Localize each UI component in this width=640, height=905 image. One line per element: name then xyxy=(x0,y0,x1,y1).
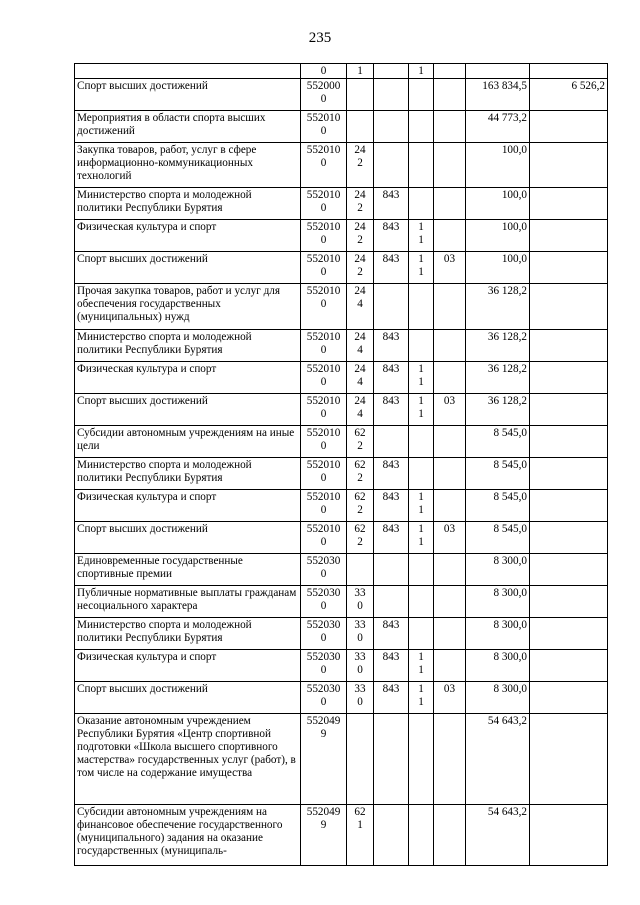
amount-cell: 100,0 xyxy=(466,188,530,220)
expense-type-cell-line: 62 xyxy=(354,491,366,503)
grbs-code-cell: 843 xyxy=(374,394,409,426)
subsection-cell xyxy=(434,143,466,188)
target-article-cell-line: 0 xyxy=(320,65,327,77)
target-article-cell-line: 0 xyxy=(320,472,327,484)
amount-cell: 8 300,0 xyxy=(466,554,530,586)
section-cell-line: 1 xyxy=(418,408,424,420)
target-article-cell xyxy=(301,394,347,426)
target-article-cell xyxy=(301,618,347,650)
target-article-cell-line: 0 xyxy=(320,298,327,310)
item-name-cell: Спорт высших достижений xyxy=(75,394,301,426)
table-row xyxy=(75,586,608,618)
target-article-cell-line: 552010 xyxy=(306,427,341,439)
item-name-cell: Субсидии автономным учреждениям на финансовое обеспечение государственного (муниципального) задания на оказание государственных (муниципаль- xyxy=(75,805,301,866)
target-article-cell xyxy=(301,188,347,220)
amount-cell: 100,0 xyxy=(466,252,530,284)
section-cell xyxy=(409,330,434,362)
expense-type-cell-line: 1 xyxy=(357,65,363,77)
section-cell xyxy=(409,682,434,714)
section-cell xyxy=(409,805,434,866)
target-article-cell xyxy=(301,586,347,618)
target-article-cell-line: 552030 xyxy=(306,683,341,695)
amount-cell: 8 300,0 xyxy=(466,618,530,650)
table-row xyxy=(75,554,608,586)
grbs-code-cell: 843 xyxy=(374,252,409,284)
amount-cell: 100,0 xyxy=(466,143,530,188)
target-article-cell-line: 0 xyxy=(320,696,327,708)
amount-cell: 36 128,2 xyxy=(466,284,530,330)
item-name-cell: Субсидии автономным учреждениям на иные цели xyxy=(75,426,301,458)
expense-type-cell-line: 62 xyxy=(354,523,366,535)
target-article-cell-line: 0 xyxy=(320,440,327,452)
item-name-cell: Физическая культура и спорт xyxy=(75,220,301,252)
item-name-cell: Прочая закупка товаров, работ и услуг для обеспечения государственных (муниципальных) нужд xyxy=(75,284,301,330)
table-row xyxy=(75,362,608,394)
target-article-cell-line: 552000 xyxy=(306,80,341,92)
subsection-cell xyxy=(434,650,466,682)
target-article-cell xyxy=(301,650,347,682)
item-name-cell xyxy=(75,64,301,79)
expense-type-cell-line: 2 xyxy=(357,472,363,484)
amount-secondary-cell xyxy=(530,330,608,362)
target-article-cell-line: 0 xyxy=(320,664,327,676)
table-row xyxy=(75,188,608,220)
expense-type-cell-line: 2 xyxy=(357,266,363,278)
section-cell-line: 1 xyxy=(418,266,424,278)
section-cell xyxy=(409,252,434,284)
section-cell xyxy=(409,394,434,426)
expense-type-cell-line: 33 xyxy=(354,683,366,695)
target-article-cell xyxy=(301,111,347,143)
target-article-cell xyxy=(301,252,347,284)
grbs-code-cell: 843 xyxy=(374,650,409,682)
amount-secondary-cell xyxy=(530,586,608,618)
expense-type-cell-line: 24 xyxy=(354,144,366,156)
expense-type-cell-line: 62 xyxy=(354,459,366,471)
amount-cell: 100,0 xyxy=(466,220,530,252)
expense-type-cell xyxy=(347,394,374,426)
target-article-cell-line: 552010 xyxy=(306,523,341,535)
expense-type-cell-line: 62 xyxy=(354,427,366,439)
expense-type-cell-line: 24 xyxy=(354,363,366,375)
amount-secondary-cell xyxy=(530,64,608,79)
subsection-cell xyxy=(434,284,466,330)
table-row xyxy=(75,618,608,650)
table-row xyxy=(75,330,608,362)
section-cell xyxy=(409,522,434,554)
expense-type-cell-line: 2 xyxy=(357,440,363,452)
expense-type-cell-line: 4 xyxy=(357,298,363,310)
expense-type-cell-line: 24 xyxy=(354,395,366,407)
amount-cell: 8 545,0 xyxy=(466,426,530,458)
target-article-cell xyxy=(301,522,347,554)
expense-type-cell xyxy=(347,522,374,554)
section-cell xyxy=(409,111,434,143)
expense-type-cell xyxy=(347,252,374,284)
section-cell-line: 1 xyxy=(418,664,424,676)
expense-type-cell-line: 0 xyxy=(357,632,363,644)
expense-type-cell-line: 33 xyxy=(354,619,366,631)
amount-cell: 8 545,0 xyxy=(466,458,530,490)
subsection-cell xyxy=(434,64,466,79)
subsection-cell xyxy=(434,805,466,866)
section-cell xyxy=(409,426,434,458)
target-article-cell-line: 552010 xyxy=(306,144,341,156)
target-article-cell-line: 0 xyxy=(320,600,327,612)
grbs-code-cell: 843 xyxy=(374,682,409,714)
table-row xyxy=(75,64,608,79)
amount-secondary-cell xyxy=(530,618,608,650)
item-name-cell: Физическая культура и спорт xyxy=(75,490,301,522)
target-article-cell xyxy=(301,143,347,188)
target-article-cell-line: 552030 xyxy=(306,619,341,631)
expense-type-cell xyxy=(347,79,374,111)
subsection-cell xyxy=(434,714,466,805)
target-article-cell-line: 552010 xyxy=(306,363,341,375)
item-name-cell: Публичные нормативные выплаты гражданам несоциального характера xyxy=(75,586,301,618)
target-article-cell-line: 0 xyxy=(320,157,327,169)
expense-type-cell-line: 2 xyxy=(357,504,363,516)
expense-type-cell xyxy=(347,111,374,143)
target-article-cell xyxy=(301,79,347,111)
expense-type-cell-line: 0 xyxy=(357,664,363,676)
grbs-code-cell: 843 xyxy=(374,188,409,220)
target-article-cell-line: 0 xyxy=(320,568,327,580)
section-cell-line: 1 xyxy=(418,696,424,708)
target-article-cell-line: 0 xyxy=(320,376,327,388)
expense-type-cell-line: 24 xyxy=(354,221,366,233)
section-cell xyxy=(409,714,434,805)
expense-type-cell-line: 24 xyxy=(354,189,366,201)
amount-cell: 8 300,0 xyxy=(466,650,530,682)
subsection-cell xyxy=(434,618,466,650)
amount-secondary-cell xyxy=(530,805,608,866)
section-cell xyxy=(409,220,434,252)
page-number: 235 xyxy=(308,30,332,46)
amount-secondary-cell xyxy=(530,490,608,522)
section-cell xyxy=(409,79,434,111)
section-cell-line: 1 xyxy=(418,234,424,246)
expense-type-cell-line: 4 xyxy=(357,376,363,388)
subsection-cell xyxy=(434,111,466,143)
grbs-code-cell: 843 xyxy=(374,490,409,522)
target-article-cell xyxy=(301,554,347,586)
target-article-cell-line: 0 xyxy=(320,93,327,105)
expense-type-cell xyxy=(347,426,374,458)
item-name-cell: Физическая культура и спорт xyxy=(75,650,301,682)
expense-type-cell xyxy=(347,143,374,188)
section-cell xyxy=(409,554,434,586)
section-cell-line: 1 xyxy=(418,253,424,265)
table-row xyxy=(75,650,608,682)
grbs-code-cell: 843 xyxy=(374,522,409,554)
section-cell-line: 1 xyxy=(418,395,424,407)
expense-type-cell xyxy=(347,188,374,220)
target-article-cell xyxy=(301,284,347,330)
subsection-cell xyxy=(434,490,466,522)
amount-secondary-cell xyxy=(530,394,608,426)
table-row xyxy=(75,426,608,458)
subsection-cell: 03 xyxy=(434,394,466,426)
amount-secondary-cell xyxy=(530,362,608,394)
target-article-cell-line: 552010 xyxy=(306,491,341,503)
target-article-cell xyxy=(301,458,347,490)
subsection-cell xyxy=(434,188,466,220)
expense-type-cell-line: 33 xyxy=(354,651,366,663)
table-row xyxy=(75,143,608,188)
section-cell xyxy=(409,618,434,650)
item-name-cell: Оказание автономным учреждением Республики Бурятия «Центр спортивной подготовки «Школа высшего спортивного мастерства» государственных услуг (работ), в том числе на содержание имущества xyxy=(75,714,301,805)
expense-type-cell xyxy=(347,682,374,714)
target-article-cell xyxy=(301,426,347,458)
expense-type-cell-line: 33 xyxy=(354,587,366,599)
amount-cell: 8 545,0 xyxy=(466,522,530,554)
item-name-cell: Министерство спорта и молодежной политики Республики Бурятия xyxy=(75,458,301,490)
grbs-code-cell xyxy=(374,143,409,188)
grbs-code-cell xyxy=(374,284,409,330)
budget-table xyxy=(74,63,608,866)
expense-type-cell-line: 62 xyxy=(354,806,366,818)
expense-type-cell-line: 24 xyxy=(354,253,366,265)
subsection-cell xyxy=(434,330,466,362)
amount-cell: 8 300,0 xyxy=(466,682,530,714)
grbs-code-cell xyxy=(374,805,409,866)
expense-type-cell-line: 24 xyxy=(354,285,366,297)
target-article-cell-line: 9 xyxy=(320,819,327,831)
amount-cell xyxy=(466,64,530,79)
table-row xyxy=(75,458,608,490)
section-cell xyxy=(409,143,434,188)
expense-type-cell-line: 2 xyxy=(357,536,363,548)
table-body xyxy=(75,64,608,866)
target-article-cell-line: 552010 xyxy=(306,395,341,407)
expense-type-cell xyxy=(347,284,374,330)
subsection-cell: 03 xyxy=(434,682,466,714)
expense-type-cell-line: 0 xyxy=(357,600,363,612)
target-article-cell-line: 0 xyxy=(320,536,327,548)
grbs-code-cell xyxy=(374,554,409,586)
target-article-cell xyxy=(301,714,347,805)
amount-secondary-cell xyxy=(530,143,608,188)
target-article-cell-line: 0 xyxy=(320,632,327,644)
amount-secondary-cell: 6 526,2 xyxy=(530,79,608,111)
item-name-cell: Спорт высших достижений xyxy=(75,522,301,554)
target-article-cell-line: 552010 xyxy=(306,331,341,343)
item-name-cell: Министерство спорта и молодежной политики Республики Бурятия xyxy=(75,188,301,220)
subsection-cell xyxy=(434,554,466,586)
section-cell xyxy=(409,362,434,394)
amount-cell: 8 300,0 xyxy=(466,586,530,618)
grbs-code-cell: 843 xyxy=(374,220,409,252)
target-article-cell xyxy=(301,362,347,394)
item-name-cell: Спорт высших достижений xyxy=(75,252,301,284)
subsection-cell xyxy=(434,220,466,252)
section-cell-line: 1 xyxy=(418,536,424,548)
amount-cell: 36 128,2 xyxy=(466,362,530,394)
amount-secondary-cell xyxy=(530,111,608,143)
amount-secondary-cell xyxy=(530,220,608,252)
expense-type-cell-line: 0 xyxy=(357,696,363,708)
section-cell xyxy=(409,586,434,618)
section-cell xyxy=(409,188,434,220)
expense-type-cell-line: 4 xyxy=(357,344,363,356)
target-article-cell-line: 552049 xyxy=(306,806,341,818)
grbs-code-cell xyxy=(374,111,409,143)
target-article-cell-line: 0 xyxy=(320,344,327,356)
expense-type-cell xyxy=(347,330,374,362)
target-article-cell-line: 552010 xyxy=(306,221,341,233)
section-cell-line: 1 xyxy=(418,221,424,233)
amount-cell: 54 643,2 xyxy=(466,805,530,866)
section-cell-line: 1 xyxy=(418,683,424,695)
amount-secondary-cell xyxy=(530,650,608,682)
grbs-code-cell xyxy=(374,79,409,111)
subsection-cell: 03 xyxy=(434,522,466,554)
expense-type-cell xyxy=(347,586,374,618)
amount-secondary-cell xyxy=(530,458,608,490)
target-article-cell-line: 552049 xyxy=(306,715,341,727)
expense-type-cell xyxy=(347,362,374,394)
target-article-cell xyxy=(301,220,347,252)
expense-type-cell xyxy=(347,618,374,650)
table-row xyxy=(75,220,608,252)
section-cell-line: 1 xyxy=(418,65,424,77)
target-article-cell-line: 552010 xyxy=(306,459,341,471)
grbs-code-cell xyxy=(374,64,409,79)
grbs-code-cell xyxy=(374,714,409,805)
table-row xyxy=(75,111,608,143)
amount-secondary-cell xyxy=(530,188,608,220)
amount-cell: 8 545,0 xyxy=(466,490,530,522)
grbs-code-cell: 843 xyxy=(374,458,409,490)
target-article-cell-line: 552010 xyxy=(306,285,341,297)
section-cell xyxy=(409,284,434,330)
expense-type-cell xyxy=(347,64,374,79)
section-cell-line: 1 xyxy=(418,523,424,535)
target-article-cell-line: 9 xyxy=(320,728,327,740)
amount-cell: 163 834,5 xyxy=(466,79,530,111)
section-cell xyxy=(409,458,434,490)
expense-type-cell-line: 24 xyxy=(354,331,366,343)
target-article-cell xyxy=(301,805,347,866)
item-name-cell: Единовременные государственные спортивные премии xyxy=(75,554,301,586)
table-row xyxy=(75,490,608,522)
subsection-cell xyxy=(434,362,466,394)
expense-type-cell xyxy=(347,220,374,252)
table-row xyxy=(75,522,608,554)
amount-secondary-cell xyxy=(530,522,608,554)
subsection-cell: 03 xyxy=(434,252,466,284)
target-article-cell xyxy=(301,64,347,79)
amount-secondary-cell xyxy=(530,426,608,458)
amount-secondary-cell xyxy=(530,284,608,330)
expense-type-cell-line: 1 xyxy=(357,819,363,831)
target-article-cell-line: 0 xyxy=(320,266,327,278)
expense-type-cell-line: 2 xyxy=(357,234,363,246)
item-name-cell: Мероприятия в области спорта высших достижений xyxy=(75,111,301,143)
target-article-cell-line: 0 xyxy=(320,504,327,516)
target-article-cell-line: 552030 xyxy=(306,555,341,567)
expense-type-cell xyxy=(347,554,374,586)
section-cell xyxy=(409,64,434,79)
subsection-cell xyxy=(434,586,466,618)
item-name-cell: Закупка товаров, работ, услуг в сфере информационно-коммуникационных технологий xyxy=(75,143,301,188)
section-cell-line: 1 xyxy=(418,363,424,375)
expense-type-cell xyxy=(347,490,374,522)
subsection-cell xyxy=(434,426,466,458)
expense-type-cell xyxy=(347,650,374,682)
target-article-cell-line: 552010 xyxy=(306,189,341,201)
target-article-cell-line: 552030 xyxy=(306,651,341,663)
amount-cell: 44 773,2 xyxy=(466,111,530,143)
grbs-code-cell xyxy=(374,586,409,618)
expense-type-cell xyxy=(347,714,374,805)
expense-type-cell xyxy=(347,805,374,866)
grbs-code-cell: 843 xyxy=(374,362,409,394)
amount-secondary-cell xyxy=(530,554,608,586)
subsection-cell xyxy=(434,79,466,111)
section-cell-line: 1 xyxy=(418,491,424,503)
table-row xyxy=(75,682,608,714)
amount-cell: 54 643,2 xyxy=(466,714,530,805)
table-row xyxy=(75,714,608,805)
target-article-cell-line: 0 xyxy=(320,234,327,246)
target-article-cell-line: 552010 xyxy=(306,253,341,265)
target-article-cell xyxy=(301,490,347,522)
table-row xyxy=(75,805,608,866)
section-cell-line: 1 xyxy=(418,376,424,388)
amount-secondary-cell xyxy=(530,682,608,714)
grbs-code-cell: 843 xyxy=(374,618,409,650)
target-article-cell-line: 552010 xyxy=(306,112,341,124)
target-article-cell-line: 0 xyxy=(320,125,327,137)
target-article-cell xyxy=(301,682,347,714)
table-row xyxy=(75,284,608,330)
table-row xyxy=(75,252,608,284)
target-article-cell-line: 552030 xyxy=(306,587,341,599)
expense-type-cell-line: 4 xyxy=(357,408,363,420)
target-article-cell-line: 0 xyxy=(320,408,327,420)
table-row xyxy=(75,394,608,426)
target-article-cell-line: 0 xyxy=(320,202,327,214)
section-cell-line: 1 xyxy=(418,504,424,516)
subsection-cell xyxy=(434,458,466,490)
expense-type-cell-line: 2 xyxy=(357,157,363,169)
amount-secondary-cell xyxy=(530,252,608,284)
section-cell xyxy=(409,650,434,682)
item-name-cell: Министерство спорта и молодежной политики Республики Бурятия xyxy=(75,330,301,362)
table-row xyxy=(75,79,608,111)
amount-cell: 36 128,2 xyxy=(466,394,530,426)
amount-cell: 36 128,2 xyxy=(466,330,530,362)
item-name-cell: Спорт высших достижений xyxy=(75,79,301,111)
item-name-cell: Физическая культура и спорт xyxy=(75,362,301,394)
grbs-code-cell: 843 xyxy=(374,330,409,362)
grbs-code-cell xyxy=(374,426,409,458)
amount-secondary-cell xyxy=(530,714,608,805)
section-cell xyxy=(409,490,434,522)
expense-type-cell-line: 2 xyxy=(357,202,363,214)
item-name-cell: Спорт высших достижений xyxy=(75,682,301,714)
item-name-cell: Министерство спорта и молодежной политики Республики Бурятия xyxy=(75,618,301,650)
expense-type-cell xyxy=(347,458,374,490)
section-cell-line: 1 xyxy=(418,651,424,663)
target-article-cell xyxy=(301,330,347,362)
